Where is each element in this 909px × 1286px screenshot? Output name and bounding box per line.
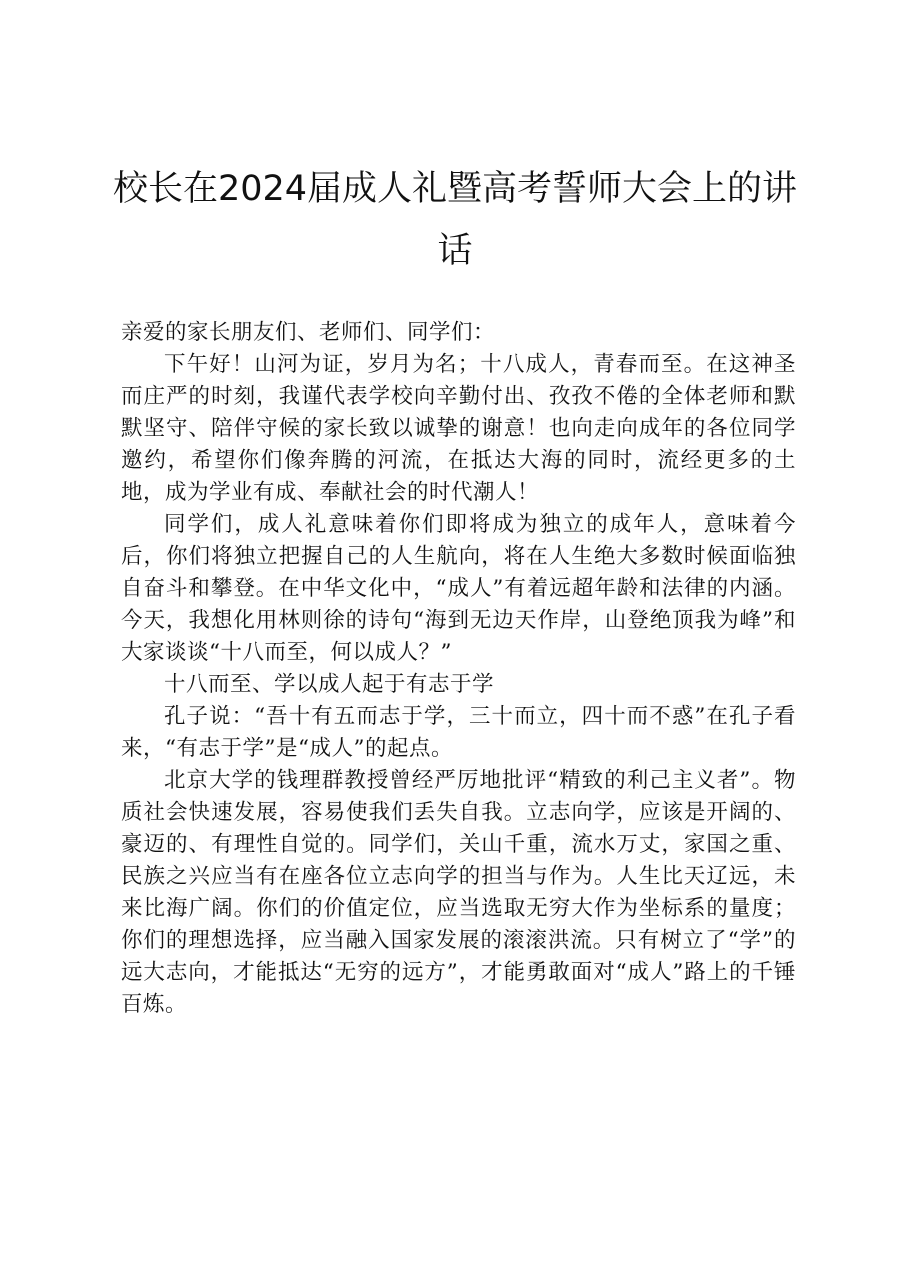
paragraph-coming-of-age: 同学们，成人礼意味着你们即将成为独立的成年人，意味着今后，你们将独立把握自己的人生航向，将在人生绝大多数时候面临独自奋斗和攀登。在中华文化中，“成人”有着远超年龄和法律的内涵。今天，我想化用林则徐的诗句“海到无边天作岸，山登绝顶我为峰”和大家谈谈“十八而至，何以成人？”: [121, 512, 796, 665]
section-heading: 十八而至、学以成人起于有志于学: [164, 672, 495, 697]
document-title: 校长在2024届成人礼暨高考誓师大会上的讲话: [112, 169, 798, 271]
paragraph-greeting: 下午好！山河为证，岁月为名；十八成人，青春而至。在这神圣而庄严的时刻，我谨代表学校向辛勤付出、孜孜不倦的全体老师和默默坚守、陪伴守候的家长致以诚挚的谢意！也向走向成年的各位同学邀约，希望你们像奔腾的河流，在抵达大海的同时，流经更多的土地，成为学业有成、奉献社会的时代潮人！: [121, 352, 796, 505]
paragraph-ambition: 北京大学的钱理群教授曾经严厉地批评“精致的利己主义者”。物质社会快速发展，容易使我们丢失自我。立志向学，应该是开阔的、豪迈的、有理性自觉的。同学们，关山千重，流水万丈，家国之重、民族之兴应当有在座各位立志向学的担当与作为。人生比天辽远，未来比海广阔。你们的价值定位，应当选取无穷大作为坐标系的量度；你们的理想选择，应当融入国家发展的滚滚洪流。只有树立了“学”的远大志向，才能抵达“无穷的远方”，才能勇敢面对“成人”路上的千锤百炼。: [121, 768, 796, 1017]
document-body: [121, 317, 796, 1021]
salutation: 亲爱的家长朋友们、老师们、同学们：: [121, 320, 496, 345]
paragraph-confucius: 孔子说：“吾十有五而志于学，三十而立，四十而不惑”在孔子看来，“有志于学”是“成人”的起点。: [121, 704, 796, 761]
